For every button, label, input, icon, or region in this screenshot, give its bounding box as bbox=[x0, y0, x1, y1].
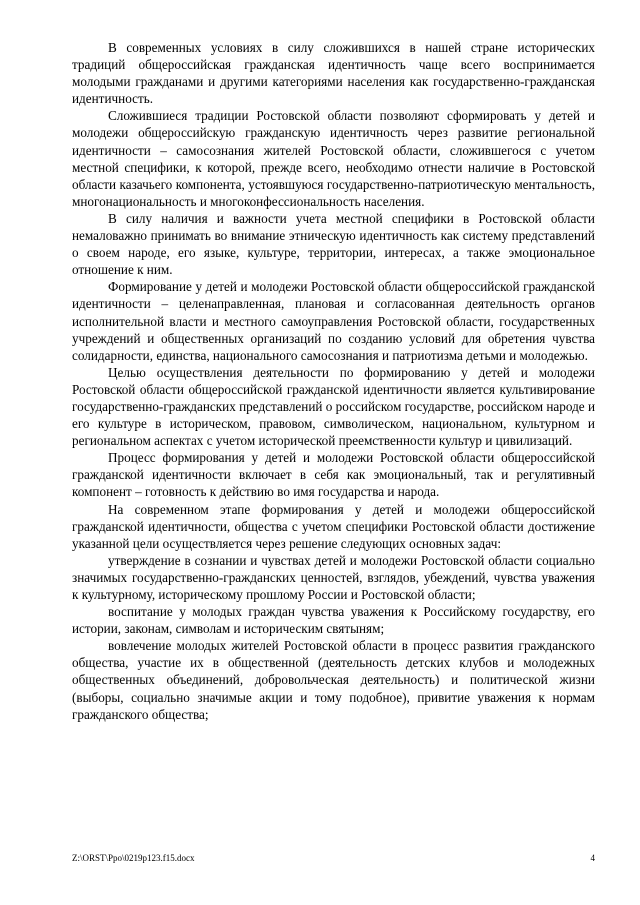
paragraph-7: На современном этапе формирования у детей и молодежи общероссийской гражданской идентичности, общества с учетом специфики Ростовской области достижение указанной цели осуществляется через решение следующих основных задач: bbox=[72, 501, 595, 551]
paragraph-2: Сложившиеся традиции Ростовской области позволяют сформировать у детей и молодежи общероссийскую гражданскую идентичность через развитие региональной идентичности – самосознания жителей Ростовской области, сложившегося с учетом местной специфики, к которой, прежде всего, необходимо отнести наличие в Ростовской области казачьего компонента, устоявшуюся государственно-патриотическую ментальность, многонациональность и многоконфессиональность населения. bbox=[72, 108, 595, 209]
paragraph-5: Целью осуществления деятельности по формированию у детей и молодежи Ростовской области общероссийской гражданской идентичности является культивирование государственно-гражданских представлений о российском государстве, российском народе и его культуре в историческом, правовом, символическом, национальном, культурном и региональном аспектах с учетом исторической преемственности культур и цивилизаций. bbox=[72, 364, 595, 449]
footer-page-number: 4 bbox=[590, 853, 595, 863]
paragraph-6: Процесс формирования у детей и молодежи Ростовской области общероссийской гражданской идентичности включает в себя как эмоциональный, так и регулятивный компонент – готовность к действию во имя государства и народа. bbox=[72, 450, 595, 500]
paragraph-10-task: вовлечение молодых жителей Ростовской области в процесс развития гражданского общества, участие их в общественной (деятельность детских клубов и молодежных общественных объединений, добровольческая деятельность) и политической жизни (выборы, социально значимые акции и тому подобное), привитие уважения к нормам гражданского общества; bbox=[72, 638, 595, 722]
document-body bbox=[72, 39, 595, 723]
paragraph-4: Формирование у детей и молодежи Ростовской области общероссийской гражданской идентичности – целенаправленная, плановая и согласованная деятельность органов исполнительной власти и местного самоуправления Ростовской области, государственных учреждений и общественных организаций по созданию условий для обретения чувства солидарности, единства, национального самосознания и патриотизма детьми и молодежью. bbox=[72, 279, 595, 363]
paragraph-9-task: воспитание у молодых граждан чувства уважения к Российскому государству, его истории, законам, символам и историческим святыням; bbox=[72, 604, 595, 637]
paragraph-3: В силу наличия и важности учета местной специфики в Ростовской области немаловажно принимать во внимание этническую идентичность как систему представлений о своем народе, его языке, культуре, территории, интересах, а также эмоциональное отношение к ним. bbox=[72, 210, 595, 278]
footer-file-path: Z:\ORST\Ppo\0219p123.f15.docx bbox=[72, 853, 195, 863]
paragraph-1: В современных условиях в силу сложившихся в нашей стране исторических традиций общероссийская гражданская идентичность чаще всего воспринимается молодыми гражданами и другими категориями населения как государственно-гражданская идентичность. bbox=[72, 40, 595, 107]
paragraph-8-task: утверждение в сознании и чувствах детей и молодежи Ростовской области социально значимых государственно-гражданских ценностей, взглядов, убеждений, чувства уважения к культурному, историческому прошлому России и Ростовской области; bbox=[72, 552, 595, 602]
